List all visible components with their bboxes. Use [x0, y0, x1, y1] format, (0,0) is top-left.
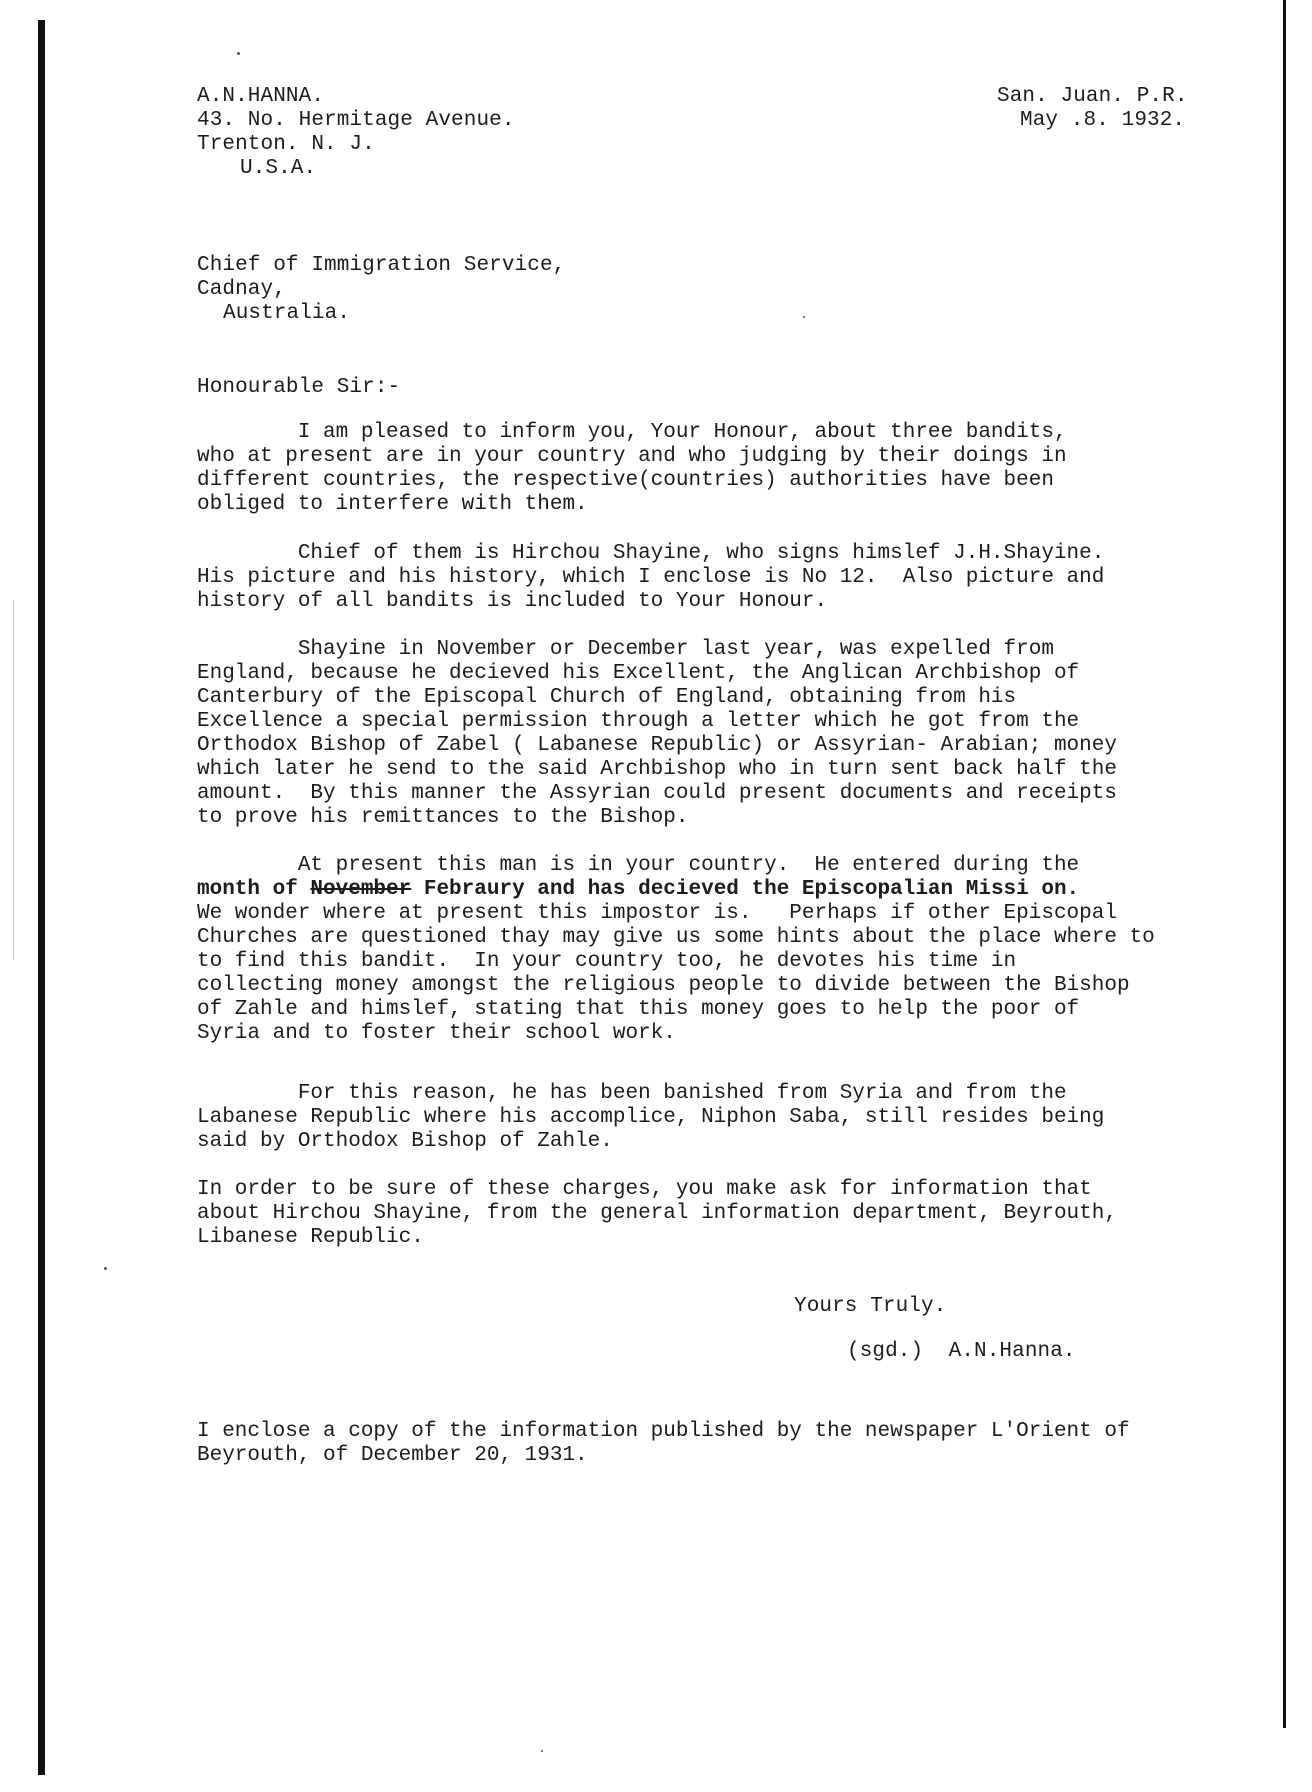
paragraph-line: Shayine in November or December last year, was expelled from	[197, 638, 1054, 661]
scan-edge-left	[38, 20, 45, 1775]
paragraph-line: His picture and his history, which I enclose is No 12. Also picture and	[197, 566, 1105, 589]
paragraph-2	[197, 542, 1277, 614]
struck-word: November	[310, 878, 412, 901]
paragraph-line: Canterbury of the Episcopal Church of England, obtaining from his	[197, 686, 1017, 709]
paragraph-6	[197, 1178, 1277, 1250]
recipient-city: Cadnay,	[197, 278, 286, 301]
paragraph-line: to prove his remittances to the Bishop.	[197, 806, 689, 829]
paragraph-line: England, because he decieved his Excellent, the Anglican Archbishop of	[197, 662, 1080, 685]
postscript	[197, 1420, 1277, 1468]
letter-place: San. Juan. P.R.	[997, 85, 1188, 108]
paragraph-line: Syria and to foster their school work.	[197, 1022, 676, 1045]
paragraph-line: history of all bandits is included to Your Honour.	[197, 590, 828, 613]
sender-country: U.S.A.	[240, 157, 317, 180]
paragraph-line: amount. By this manner the Assyrian could present documents and receipts	[197, 782, 1117, 805]
scan-speck	[104, 1267, 107, 1270]
salutation: Honourable Sir:-	[197, 376, 401, 399]
paragraph-line: Libanese Republic.	[197, 1226, 424, 1249]
line-end: Febraury and has decieved the Episcopalian Missi on.	[411, 878, 1080, 901]
paragraph-1	[197, 421, 1277, 517]
postscript-line: Beyrouth, of December 20, 1931.	[197, 1444, 588, 1467]
paragraph-line: I am pleased to inform you, Your Honour, about three bandits,	[197, 421, 1067, 444]
paragraph-line-corrected	[197, 878, 1277, 902]
scan-edge-right	[1283, 0, 1286, 1728]
line-start: month of	[197, 878, 311, 901]
paragraph-4	[197, 854, 1277, 1046]
scan-fold-line	[13, 600, 14, 960]
recipient-title: Chief of Immigration Service,	[197, 254, 566, 277]
paragraph-line: Chief of them is Hirchou Shayine, who signs himslef J.H.Shayine.	[197, 542, 1105, 565]
scan-speck	[803, 316, 805, 318]
postscript-line: I enclose a copy of the information published by the newspaper L'Orient of	[197, 1420, 1130, 1443]
signature: (sgd.) A.N.Hanna.	[847, 1340, 1076, 1363]
sender-city: Trenton. N. J.	[197, 133, 375, 156]
sender-name: A.N.HANNA.	[197, 85, 325, 108]
paragraph-line: who at present are in your country and who judging by their doings in	[197, 445, 1067, 468]
paragraph-line: Churches are questioned thay may give us some hints about the place where to	[197, 926, 1155, 949]
paragraph-5	[197, 1082, 1277, 1154]
paragraph-line: In order to be sure of these charges, you make ask for information that	[197, 1178, 1092, 1201]
paragraph-line: Excellence a special permission through a letter which he got from the	[197, 710, 1080, 733]
sender-street: 43. No. Hermitage Avenue.	[197, 109, 515, 132]
valediction: Yours Truly.	[794, 1295, 947, 1318]
paragraph-line: We wonder where at present this impostor is. Perhaps if other Episcopal	[197, 902, 1117, 925]
paragraph-line: which later he send to the said Archbishop who in turn sent back half the	[197, 758, 1117, 781]
scan-speck	[237, 52, 240, 55]
paragraph-line: For this reason, he has been banished from Syria and from the	[197, 1082, 1067, 1105]
paragraph-line: different countries, the respective(countries) authorities have been	[197, 469, 1054, 492]
paragraph-line: Labanese Republic where his accomplice, Niphon Saba, still resides being	[197, 1106, 1105, 1129]
paragraph-line: At present this man is in your country. He entered during the	[197, 854, 1080, 877]
scan-speck	[541, 1750, 543, 1752]
recipient-country: Australia.	[223, 302, 351, 325]
paragraph-line: said by Orthodox Bishop of Zahle.	[197, 1130, 613, 1153]
paragraph-3	[197, 638, 1277, 830]
paragraph-line: of Zahle and himslef, stating that this money goes to help the poor of	[197, 998, 1080, 1021]
letter-date: May .8. 1932.	[1020, 109, 1186, 132]
paragraph-line: obliged to interfere with them.	[197, 493, 588, 516]
paragraph-line: Orthodox Bishop of Zabel ( Labanese Republic) or Assyrian- Arabian; money	[197, 734, 1117, 757]
paragraph-line: to find this bandit. In your country too, he devotes his time in	[197, 950, 1017, 973]
paragraph-line: collecting money amongst the religious people to divide between the Bishop	[197, 974, 1130, 997]
paragraph-line: about Hirchou Shayine, from the general information department, Beyrouth,	[197, 1202, 1117, 1225]
